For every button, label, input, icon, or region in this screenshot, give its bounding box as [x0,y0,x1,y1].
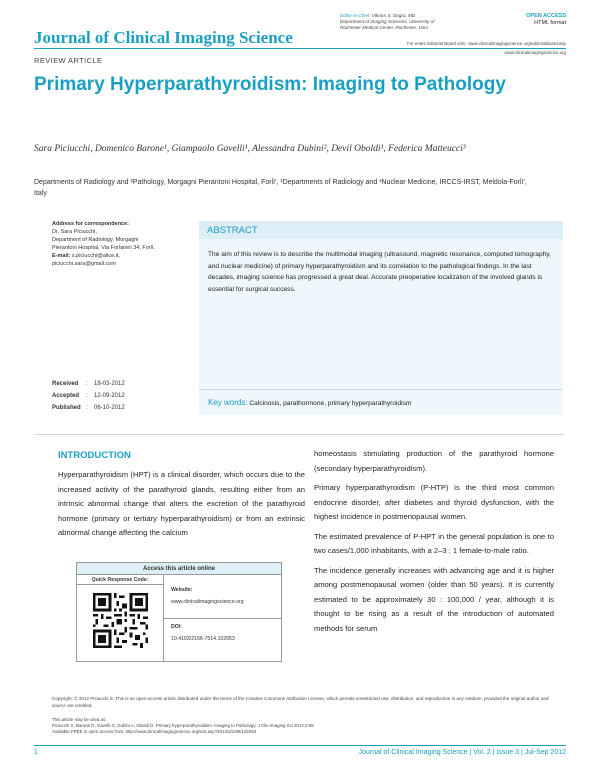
qr-cell [77,585,164,661]
website-link[interactable]: www.clinicalimagingscience.org [171,599,244,605]
page-number: 1 [34,749,38,756]
access-online-box [76,562,282,662]
paragraph: The estimated prevalence of P-HPT in the general population is one to two cases/1,000 inhabitants, with a 2–3 : 1 female-to-male ratio. [314,531,554,555]
access-title: Access this article online [77,563,281,575]
editor-dept: Department of Imaging Sciences, University of [340,19,435,25]
paragraph: The incidence generally increases with advancing age and it is higher among postmenopausal women (older than 50 years). It is currently estimated to be approximately 30 : 100,000 / year, although it is thought to be rising as a result of the introduction of automated methods for serum [314,565,554,633]
qr-label: Quick Response Code: [77,575,164,585]
journal-issue-info: Journal of Clinical Imaging Science | Vol. 2 | Issue 3 | Jul-Sep 2012 [358,749,566,756]
correspondence-line: Pierantoni Hospital, Via Forlanini 34, Forlì. [52,245,155,251]
journal-website[interactable]: www.clinicalimagingscience.org [504,50,566,55]
correspondence-label: Address for correspondence: [52,221,130,227]
cite-label: This article may be cited as: [52,717,107,722]
email-link[interactable]: piciucchi.sara@gmail.com [52,261,116,267]
intro-heading: INTRODUCTION [58,450,131,461]
available-link[interactable]: Available FREE in open access from: http://www.clinicalimagingscience.org/text.asp?2012/2/1/59/102053 [52,729,257,734]
open-access-badge [526,13,566,27]
date-row: Published : 06-10-2012 [52,402,125,414]
date-row: Accepted : 12-09-2012 [52,390,125,402]
correspondence [52,220,202,268]
paragraph: homeostasis stimulating production of the parathyroid hormone (secondary hyperparathyroidism). [314,449,554,473]
copyright: Copyright: © 2012 Piciucchi S. This is an open-access article distributed under the terms of the Creative Commons Attribution License, which permits unrestricted use, distribution, and reproduction in any medium, provided the original author and source are credited. [52,696,549,708]
email-link[interactable]: s.piciucchi@alice.it, [71,253,120,259]
editor-info [340,13,485,32]
email-label: E-mail: [52,253,71,259]
website-label: Website: [171,587,193,593]
paragraph: Primary hyperparathyroidism (P-HTP) is the third most common endocrine disorder, after diabetes and thyroid dysfunction, with the highest incidence in postmenopausal women. [314,483,554,521]
cite-text: Piciucchi S, Barone D, Gavelli G, Dubini A, Oboldi D. Primary hyperparathyroidism: Imaging to Pathology. J Clin Imaging Sci 2012;2:59. [52,723,315,728]
qr-code-icon[interactable] [93,593,148,648]
keywords-label: Key words: [208,398,248,407]
editor-name: Vikram S. Dogra, MD [371,13,416,18]
date-value: 18-03-2012 [94,381,125,387]
section-divider [34,434,564,435]
abstract-text: The aim of this review is to describe the multimodal imaging (ultrasound, magnetic resonance, computed tomography, and nuclear medicine) of primary hyperparathyroidism and its correlation to the pathological findings. In the last decades, imaging science has progressed a great deal. Accurate preoperative localization of the involved glands is essential for surgical success. [199,239,563,389]
editor-center: Rochester Medical Center, Rochester, USA [340,25,429,31]
keywords-text: Calcinosis, parathormone, primary hyperparathyroidism [249,400,412,407]
intro-column-2 [314,447,554,641]
authors: Sara Piciucchi, Domenico Barone¹, Giampaolo Gavelli¹, Alessandra Dubini², Devil Oboldi¹, Federica Matteucci³ [34,144,466,154]
open-access-label: OPEN ACCESS [526,13,566,19]
article-type: REVIEW ARTICLE [34,56,103,65]
footer-rule [34,745,566,746]
access-divider [164,618,282,619]
intro-column-1 [58,468,305,541]
abstract-heading: ABSTRACT [199,221,563,239]
doi-label: DOI: [171,624,182,630]
date-value: 06-10-2012 [94,405,125,411]
article-dates [52,378,125,414]
departments: Departments of Radiology and ²Pathology, Morgagni Pierantoni Hospital, Forlì', ¹Departments of Radiology and ³Nuclear Medicine, IRCCS-IRST, Meldola-Forlì', Italy [34,179,527,197]
date-label: Received [52,381,79,387]
keywords [199,389,563,415]
journal-title: Journal of Clinical Imaging Science [34,28,293,47]
html-format-label: HTML format [534,20,566,26]
date-label: Accepted [52,393,80,399]
correspondence-line: Department of Radiology, Morgagni [52,237,139,243]
citation [52,717,557,735]
doi-link[interactable]: 10.4103/2156-7514.102053 [171,636,235,642]
editorial-board-link[interactable]: For entire Editorial Board visit : www.clinicalimagingscience.org/editorialboard.asp [407,41,566,46]
paragraph: Hyperparathyroidism (HPT) is a clinical disorder, which occurs due to the increased activity of the parathyroid glands, resulting either from an intrinsic abnormal change that alters the excretion of the parathyroid hormone (primary or tertiary hyperparathyroidism) or from an extrinsic abnormal change affecting the calcium [58,470,305,537]
article-title: Primary Hyperparathyroidism: Imaging to Pathology [34,74,506,95]
editor-label: Editor-in-Chief: [340,13,371,18]
correspondence-line: Dr. Sara Piciucchi, [52,229,97,235]
date-value: 12-09-2012 [94,393,125,399]
date-row: Received : 18-03-2012 [52,378,125,390]
date-label: Published [52,405,81,411]
masthead-rule [34,48,566,49]
